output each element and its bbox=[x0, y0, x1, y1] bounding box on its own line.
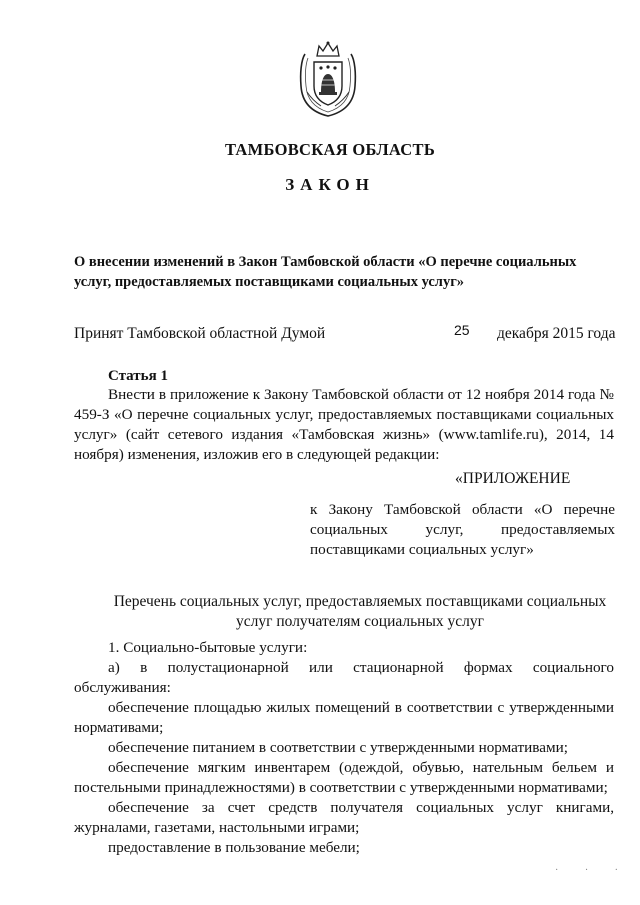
article-title: Статья 1 bbox=[108, 368, 168, 384]
list-item: а) в полустационарной или стационарной формах социального обслуживания: bbox=[74, 659, 614, 696]
appendix-reference: к Закону Тамбовской области «О перечне социальных услуг, предоставляемых поставщиками социальных услуг» bbox=[310, 501, 615, 558]
list-item: предоставление в пользование мебели; bbox=[108, 839, 360, 856]
list-item: обеспечение за счет средств получателя социальных услуг книгами, журналами, газетами, настольными играми; bbox=[74, 799, 614, 836]
services-list-title: Перечень социальных услуг, предоставляемых поставщиками социальных услуг получателям социальных услуг bbox=[113, 593, 607, 630]
list-item: обеспечение питанием в соответствии с утвержденными нормативами; bbox=[108, 739, 568, 756]
services-list bbox=[74, 638, 614, 858]
appendix-label: «ПРИЛОЖЕНИЕ bbox=[455, 470, 571, 487]
law-heading: О внесении изменений в Закон Тамбовской области «О перечне социальных услуг, предоставляемых поставщиками социальных услуг» bbox=[74, 254, 577, 290]
scan-artifact: · · · bbox=[555, 865, 630, 876]
list-item: обеспечение площадью жилых помещений в соответствии с утвержденными нормативами; bbox=[74, 699, 614, 736]
list-item: 1. Социально-бытовые услуги: bbox=[108, 639, 308, 656]
law-title: ЗАКОН bbox=[285, 175, 375, 194]
adoption-text: Принят Тамбовской областной Думой bbox=[74, 325, 326, 342]
adoption-day: 25 bbox=[454, 322, 470, 338]
region-title: ТАМБОВСКАЯ ОБЛАСТЬ bbox=[224, 140, 436, 159]
article-body: Внести в приложение к Закону Тамбовской области от 12 ноября 2014 года № 459-З «О перечне социальных услуг, предоставляемых поставщиками социальных услуг» (сайт сетевого издания «Тамбовская жизнь» (www.tamlife.ru), 2014, 14 ноября) изменения, изложив его в следующей редакции: bbox=[74, 386, 614, 463]
list-item: обеспечение мягким инвентарем (одеждой, обувью, нательным бельем и постельными принадлежностями) в соответствии с утвержденными нормативами; bbox=[74, 759, 614, 796]
coat-of-arms-icon bbox=[297, 40, 359, 118]
adoption-date: декабря 2015 года bbox=[497, 325, 616, 342]
